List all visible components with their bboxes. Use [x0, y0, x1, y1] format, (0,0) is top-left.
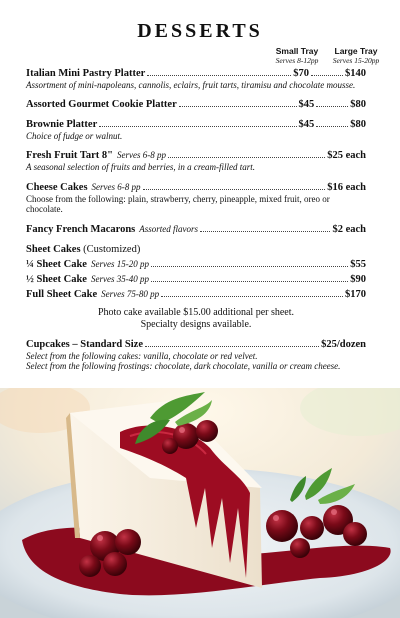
item-serves: Serves 35-40 pp — [90, 273, 149, 284]
item-name: Cupcakes – Standard Size — [26, 338, 143, 350]
menu-item-full-sheet — [26, 288, 366, 301]
menu-item-brownie-platter — [26, 119, 366, 142]
item-price: $55 — [350, 258, 366, 270]
item-description: A seasonal selection of fruits and berries, in a cream-filled tart. — [26, 162, 255, 172]
item-description: Choice of fudge or walnut. — [26, 130, 123, 141]
sheet-cakes-note: (Customized) — [83, 243, 141, 255]
photo-cake-line: Photo cake available $15.00 additional per sheet. — [97, 306, 295, 318]
item-name: Fancy French Macarons — [26, 223, 136, 235]
item-name: Full Sheet Cake — [26, 288, 98, 300]
large-price: $80 — [350, 98, 366, 110]
photo-cake-note — [26, 307, 366, 331]
small-tray-label: Small Tray — [275, 46, 319, 56]
small-price: $45 — [298, 98, 315, 110]
sheet-cakes-title: Sheet Cakes — [26, 243, 81, 255]
item-price: $170 — [345, 288, 366, 300]
item-serves: Serves 75-80 pp — [101, 288, 160, 299]
item-price: $16 each — [327, 181, 366, 193]
small-price: $45 — [298, 118, 315, 130]
dessert-menu — [26, 68, 366, 380]
cheesecake-photo — [0, 388, 400, 618]
item-serves: Assorted flavors — [139, 223, 199, 234]
large-tray-serves: Serves 15-20pp — [332, 56, 380, 65]
sheet-cakes-heading — [26, 244, 366, 256]
large-tray-label: Large Tray — [334, 46, 378, 56]
page-title: DESSERTS — [137, 20, 263, 42]
menu-item-cupcakes — [26, 339, 366, 372]
large-price: $140 — [345, 68, 366, 79]
menu-item-fruit-tart — [26, 149, 366, 173]
item-name: Fresh Fruit Tart 8" — [26, 150, 114, 161]
item-price: $25/dozen — [321, 338, 366, 350]
menu-item-macarons — [26, 223, 366, 236]
item-name: Cheese Cakes — [26, 181, 88, 193]
specialty-line: Specialty designs available. — [140, 318, 252, 330]
item-description: Assortment of mini-napoleans, cannolis, eclairs, fruit tarts, tiramisu and chocolate mousse. — [26, 80, 356, 90]
item-name: ½ Sheet Cake — [26, 273, 87, 285]
item-price: $90 — [350, 273, 366, 285]
item-serves: Serves 6-8 pp — [91, 181, 141, 192]
item-price: $25 each — [327, 150, 366, 161]
item-name: Brownie Platter — [26, 118, 98, 130]
small-tray-header — [266, 47, 328, 65]
large-tray-header — [326, 47, 386, 65]
menu-item-half-sheet — [26, 273, 366, 286]
menu-item-cheese-cakes — [26, 181, 366, 215]
item-name: Assorted Gourmet Cookie Platter — [26, 98, 177, 110]
sheet-cakes-section — [26, 244, 366, 301]
item-name: Italian Mini Pastry Platter — [26, 68, 146, 79]
item-serves: Serves 15-20 pp — [90, 258, 149, 269]
item-description: Choose from the following: plain, strawberry, cherry, pineapple, mixed fruit, oreo or chocolate. — [26, 193, 330, 214]
cheesecake-image — [0, 388, 400, 618]
item-serves: Serves 6-8 pp — [117, 150, 167, 160]
item-description: Select from the following frostings: chocolate, dark chocolate, vanilla or cream cheese. — [26, 361, 341, 371]
item-price: $2 each — [332, 223, 366, 235]
menu-item-quarter-sheet — [26, 258, 366, 271]
item-description: Select from the following cakes: vanilla, chocolate or red velvet. — [26, 350, 258, 361]
small-price: $70 — [293, 68, 309, 79]
small-tray-serves: Serves 8-12pp — [275, 56, 319, 65]
menu-item-cookie-platter — [26, 99, 366, 111]
item-name: ¼ Sheet Cake — [26, 258, 87, 270]
large-price: $80 — [350, 118, 366, 130]
menu-item-italian-pastry — [26, 68, 366, 91]
